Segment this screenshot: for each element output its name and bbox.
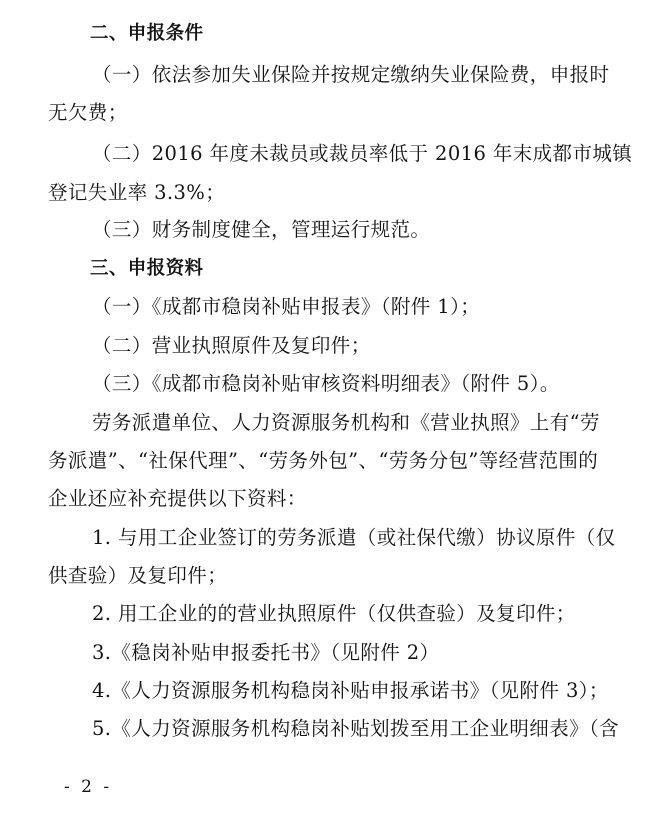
paragraph-condition-1-line-2: 无欠费； <box>48 101 128 124</box>
paragraph-dispatch-line-3: 企业还应补充提供以下资料： <box>48 487 307 510</box>
list-item-1-line-2: 供查验）及复印件； <box>48 564 228 587</box>
page-number: - 2 - <box>64 777 113 797</box>
section-heading-application-conditions: 二、申报条件 <box>90 23 204 44</box>
list-item-5: 5.《人力资源服务机构稳岗补贴划拨至用工企业明细表》（含 <box>92 717 620 740</box>
paragraph-condition-3: （三）财务制度健全，管理运行规范。 <box>92 218 431 241</box>
paragraph-condition-2-line-1: （二）2016 年度未裁员或裁员率低于 2016 年末成都市城镇 <box>92 142 633 165</box>
list-item-4: 4.《人力资源服务机构稳岗补贴申报承诺书》（见附件 3）； <box>92 679 609 702</box>
paragraph-material-2: （二）营业执照原件及复印件； <box>92 334 371 357</box>
list-item-3: 3.《稳岗补贴申报委托书》（见附件 2） <box>92 641 440 664</box>
paragraph-dispatch-line-1: 劳务派遣单位、人力资源服务机构和《营业执照》上有“劳 <box>92 411 600 434</box>
paragraph-material-1: （一）《成都市稳岗补贴申报表》（附件 1）； <box>92 295 481 318</box>
paragraph-condition-2-line-2: 登记失业率 3.3%； <box>48 181 226 204</box>
paragraph-condition-1-line-1: （一）依法参加失业保险并按规定缴纳失业保险费，申报时 <box>92 63 610 86</box>
list-item-1-line-1: 1. 与用工企业签订的劳务派遣（或社保代缴）协议原件（仅 <box>92 526 616 549</box>
paragraph-dispatch-line-2: 务派遣”、“社保代理”、“劳务外包”、“劳务分包”等经营范围的 <box>48 449 599 472</box>
paragraph-material-3: （三）《成都市稳岗补贴审核资料明细表》（附件 5）。 <box>92 372 560 395</box>
section-heading-application-materials: 三、申报资料 <box>90 258 204 279</box>
list-item-2: 2. 用工企业的的营业执照原件（仅供查验）及复印件； <box>92 602 576 625</box>
